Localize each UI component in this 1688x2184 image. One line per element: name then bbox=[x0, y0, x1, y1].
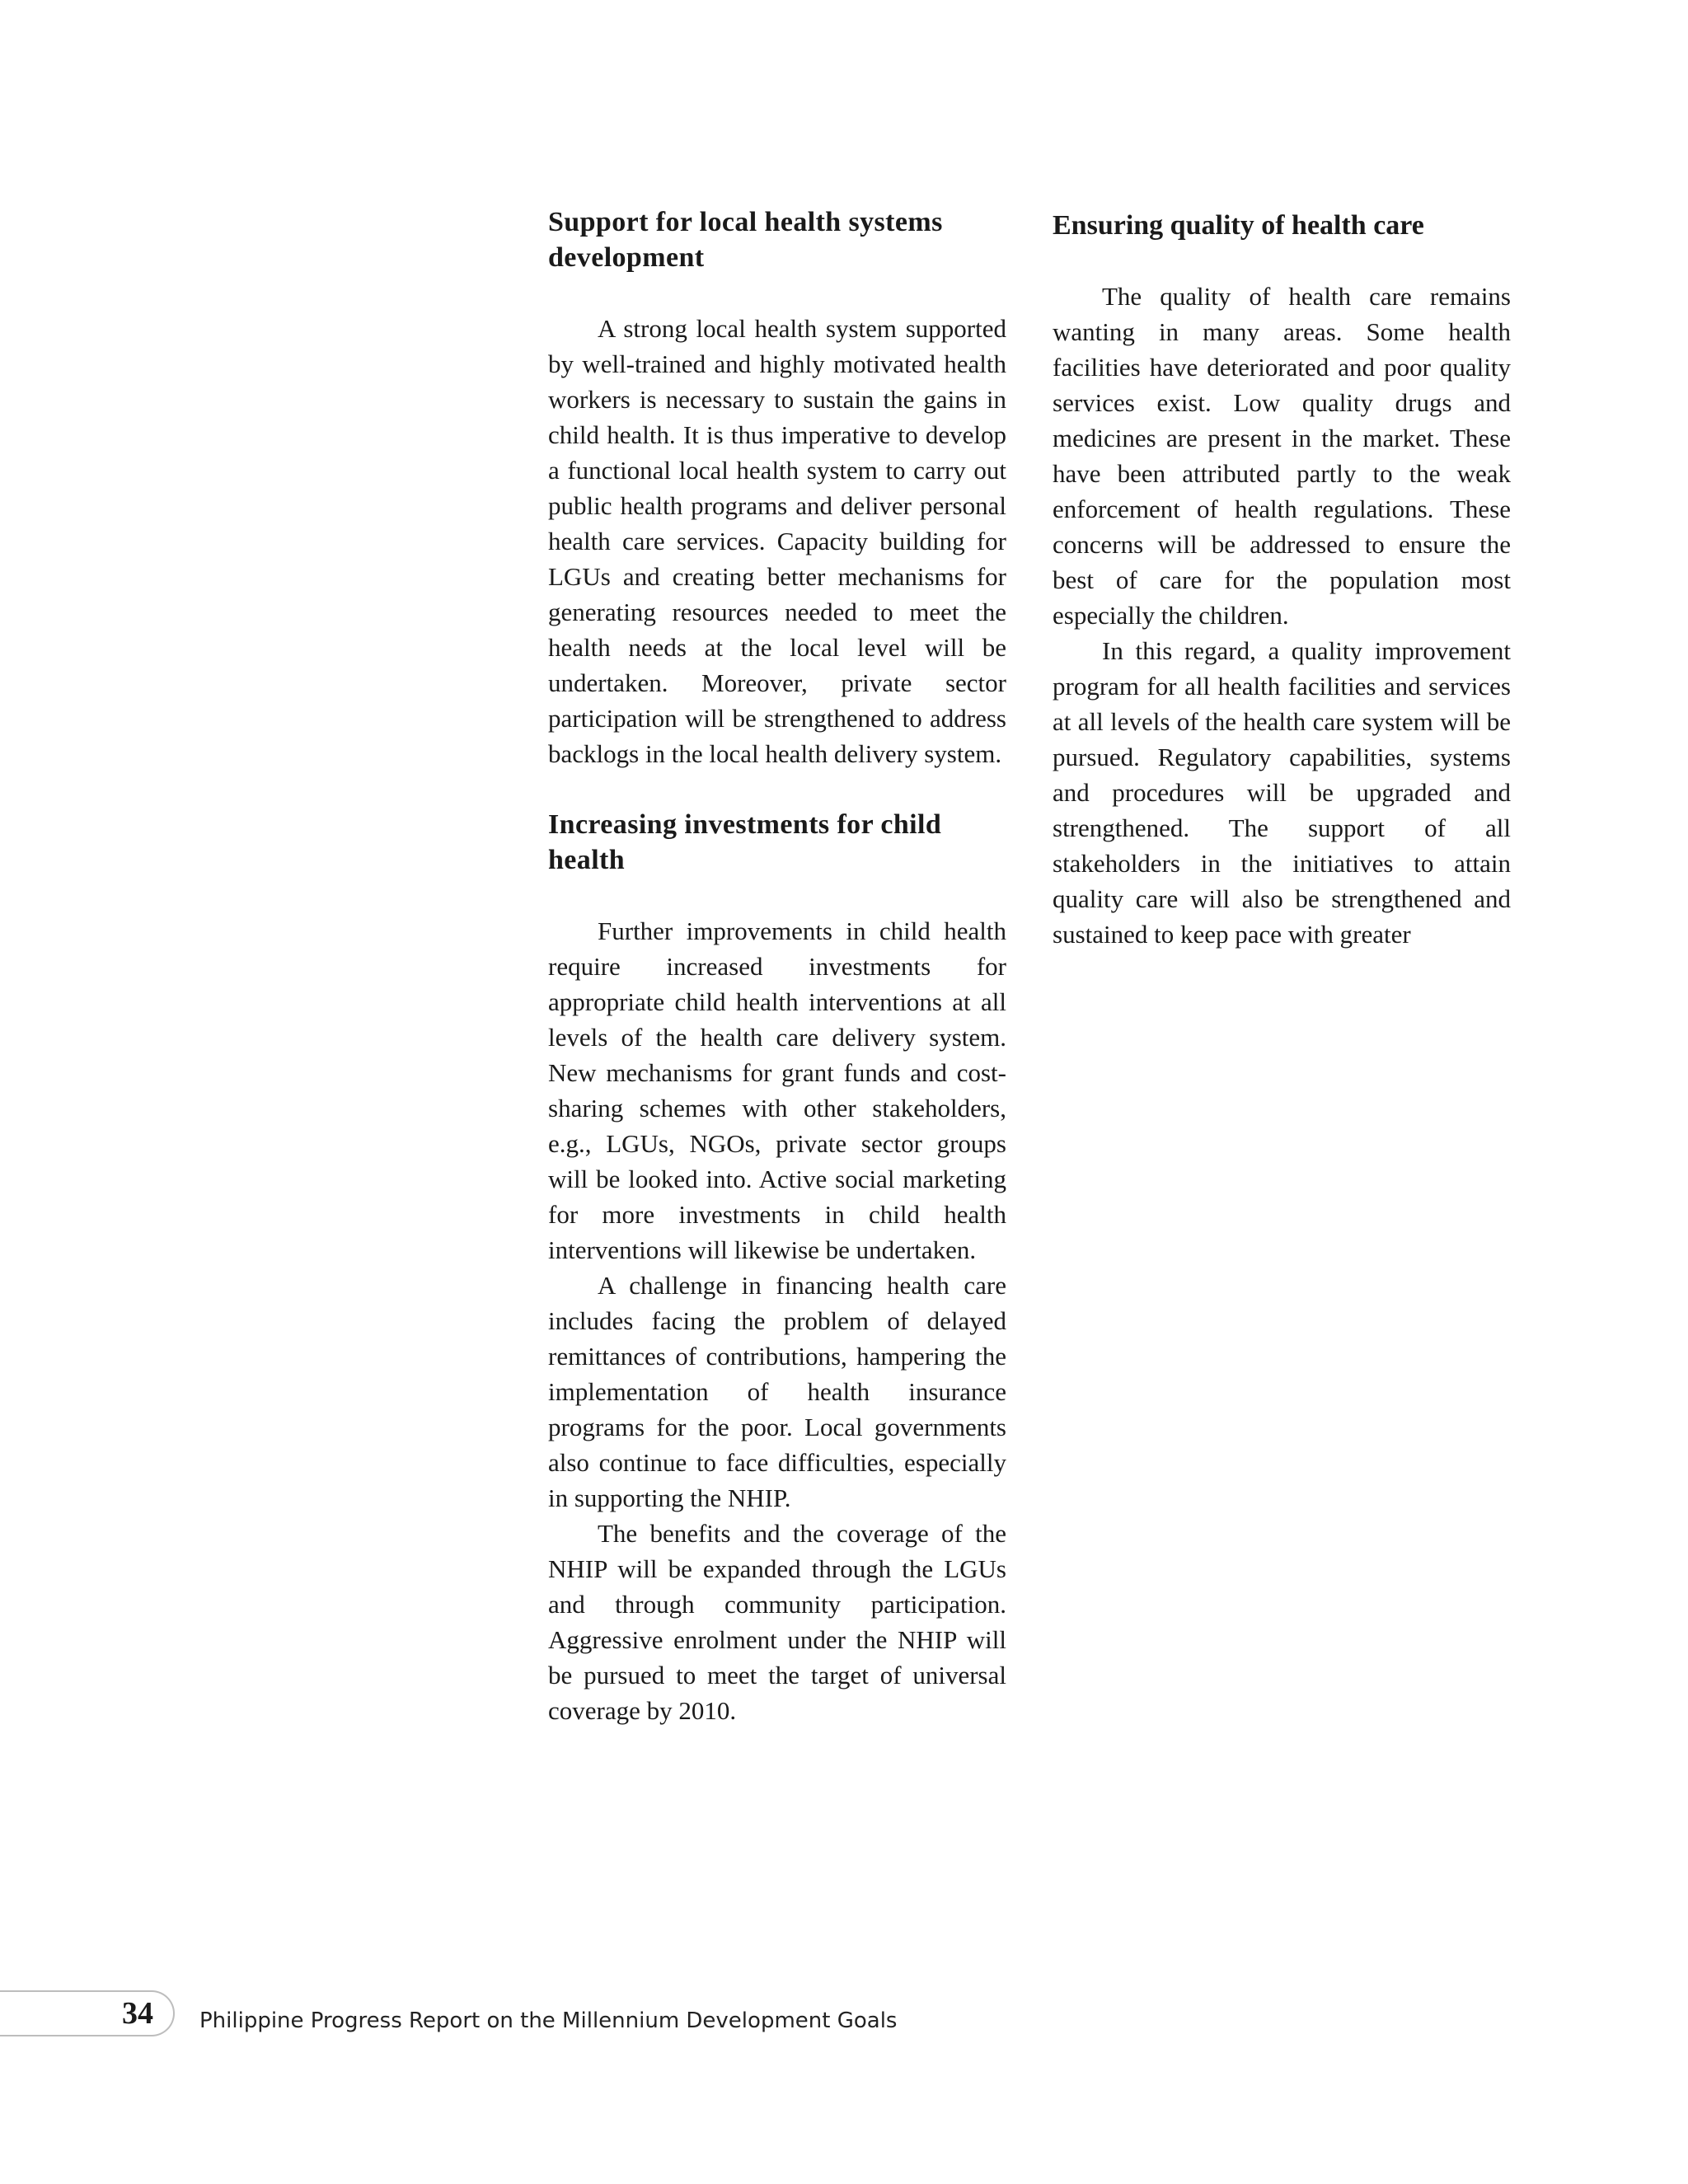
left-column bbox=[548, 204, 1006, 1728]
paragraph: In this regard, a quality improvement program for all health facilities and services at all levels of the health care system will be pursued. Regulatory capabilities, systems and procedures will be upgraded and strengthened. The support of all stakeholders in the initiatives to attain quality care will also be strengthened and sustained to keep pace with greater bbox=[1053, 636, 1511, 949]
paragraph: A challenge in financing health care includes facing the problem of delayed remittances of contributions, hampering the implementation of health insurance programs for the poor. Local governments also continue to face difficulties, especially in supporting the NHIP. bbox=[548, 1271, 1006, 1512]
running-title: Philippine Progress Report on the Millennium Development Goals bbox=[199, 2008, 898, 2033]
paragraph: Further improvements in child health require increased investments for appropriate child health interventions at all levels of the health care delivery system. New mechanisms for grant funds and cost-sharing schemes with other stakeholders, e.g., LGUs, NGOs, private sector groups will be looked into. Active social marketing for more investments in child health interventions will likewise be undertaken. bbox=[548, 916, 1006, 1264]
spacer bbox=[1053, 243, 1511, 279]
spacer bbox=[548, 878, 1006, 913]
paragraph: The benefits and the coverage of the NHIP will be expanded through the LGUs and through community participation. Aggressive enrolment under the NHIP will be pursued to meet the target of universal coverage by 2010. bbox=[548, 1519, 1006, 1725]
section-heading-investments-child-health: Increasing investments for child health bbox=[548, 809, 942, 875]
paragraph: A strong local health system supported by well-trained and highly motivated health workers is necessary to sustain the gains in child health. It is thus imperative to develop a functional local health system to carry out public health programs and deliver personal health care services. Capacity building for LGUs and creating better mechanisms for generating resources needed to meet the health needs at the local level will be undertaken. Moreover, private sector participation will be strengthened to address backlogs in the local health delivery system. bbox=[548, 314, 1006, 768]
paragraph: The quality of health care remains wanting in many areas. Some health facilities have deteriorated and poor quality services exist. Low quality drugs and medicines are present in the market. These have been attributed partly to the weak enforcement of health regulations. These concerns will be addressed to ensure the best of care for the population most especially the children. bbox=[1053, 282, 1511, 630]
page-footer bbox=[0, 1990, 1688, 2040]
section-heading-local-health-systems: Support for local health systems development bbox=[548, 207, 943, 273]
page-number: 34 bbox=[122, 1996, 153, 2031]
spacer bbox=[548, 771, 1006, 807]
right-column bbox=[1053, 204, 1511, 952]
spacer bbox=[548, 275, 1006, 311]
section-heading-quality-health-care: Ensuring quality of health care bbox=[1053, 210, 1424, 241]
